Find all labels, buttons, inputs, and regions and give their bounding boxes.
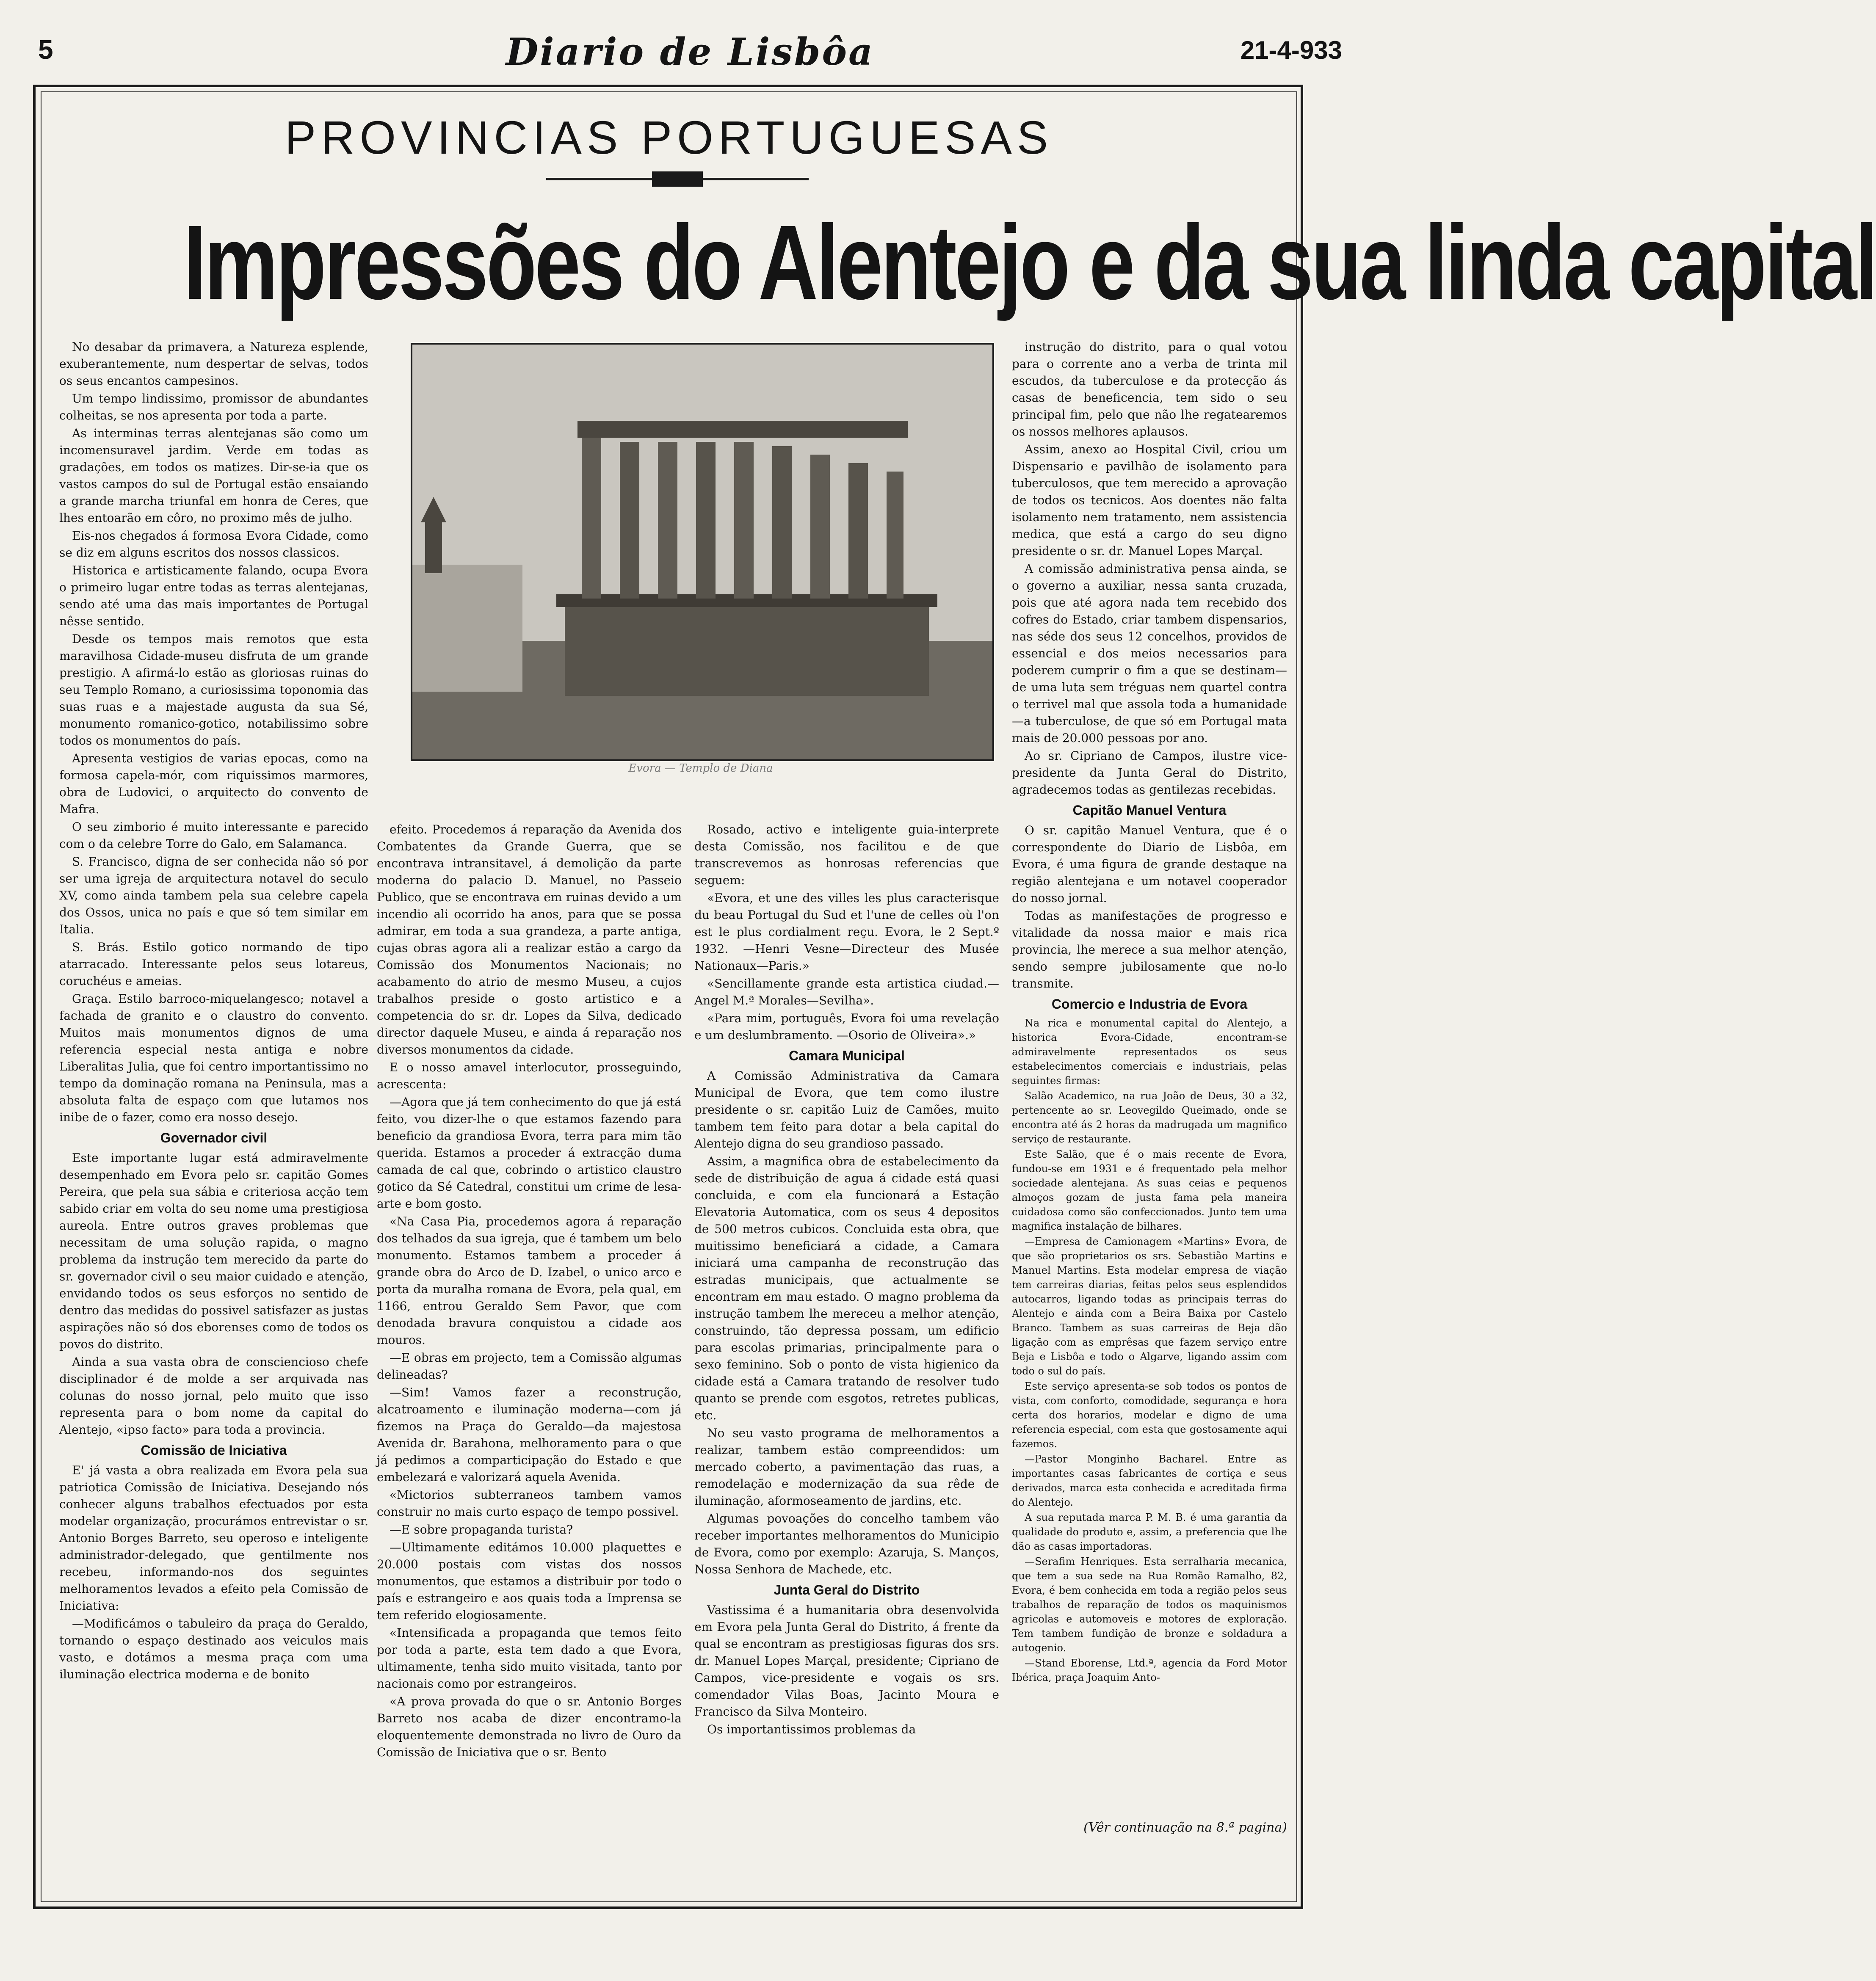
column-3 [694, 821, 999, 1739]
paragraph: Na rica e monumental capital do Alentejo, a historica Evora-Cidade, encontram-se admiravelmente representados os seus estabelecimentos comerciais e industriais, pelas seguintes firmas: [1012, 1017, 1287, 1087]
paragraph: No seu vasto programa de melhoramentos a realizar, tambem estão compreendidos: um mercado coberto, a pavimentação das ruas, a remodelação e modernização da sua rêde de iluminação, aformoseamento de jardins, etc. [694, 1426, 999, 1508]
paragraph: A comissão administrativa pensa ainda, se o governo a auxiliar, nessa santa cruzada, pois que até agora nada tem recebido dos cofres do Estado, criar tambem dispensarios, nas séde dos seus 12 concelhos, providos de essencial e dos meios necessarios para poderem cumprir o fim a que se destinam—de uma luta sem tréguas nem quartel contra o terrivel mal que assola toda a humanidade—a tuberculose, de que só em Portugal mata mais de 20.000 pessoas por ano. [1012, 562, 1287, 745]
paragraph: Historica e artisticamente falando, ocupa Evora o primeiro lugar entre todas as terras alentejanas, sendo até uma das mais importantes de Portugal nêsse sentido. [59, 563, 368, 628]
ornamental-rule-center [652, 171, 703, 187]
paragraph: Este Salão, que é o mais recente de Evora, fundou-se em 1931 e é frequentado pela melhor sociedade alentejana. As suas ceias e pequenos almoços gozam de justa fama pela maneira cuidadosa como são confeccionados. Junto tem uma magnifica instalação de bilhares. [1012, 1148, 1287, 1232]
paragraph: Graça. Estilo barroco-miquelangesco; notavel a fachada de granito e o claustro do convento. Muitos mais monumentos dignos de uma referencia especial nesta antiga e nobre Liberalitas Julia, que foi centro importantissimo no tempo da dominação romana na Peninsula, mas a absoluta falta de espaço com que lutamos nos inibe de o fazer, como era nosso desejo. [59, 992, 368, 1124]
paragraph: —Agora que já tem conhecimento do que já está feito, vou dizer-lhe o que estamos fazendo para beneficio da grandiosa Evora, terra para mim tão querida. Estamos a proceder á extracção duma camada de cal que, cobrindo o artistico claustro gotico da Sé Catedral, constitui um crime de lesa-arte e bom gosto. [377, 1095, 682, 1211]
paragraph: instrução do distrito, para o qual votou para o corrente ano a verba de trinta mil escudos, da tuberculose e da protecção ás casas de beneficencia, tem sido o seu principal fim, pelo que não lhe regatearemos os nossos melhores aplausos. [1012, 340, 1287, 439]
section-kicker: PROVINCIAS PORTUGUESAS [285, 112, 1053, 164]
paragraph: Todas as manifestações de progresso e vitalidade da nossa maior e mais rica provincia, lhe merece a sua melhor atenção, sendo sempre jubilosamente que no-lo transmite. [1012, 909, 1287, 990]
subhead-capitao-ventura: Capitão Manuel Ventura [1072, 803, 1227, 818]
paragraph: O sr. capitão Manuel Ventura, que é o correspondente do Diario de Lisbôa, em Evora, é uma figura de grande destaque na região alentejana e um notavel cooperador do nosso jornal. [1012, 823, 1287, 905]
paragraph: A sua reputada marca P. M. B. é uma garantia da qualidade do produto e, assim, a preferencia que lhe dão as casas importadoras. [1012, 1512, 1287, 1552]
page-number: 5 [38, 34, 53, 65]
paragraph: S. Francisco, digna de ser conhecida não só por ser uma igreja de arquitectura notavel do seculo XV, como ainda tambem pela sua celebre capela dos Ossos, unica no país e que só tem similar em Italia. [59, 855, 368, 936]
column-2 [377, 821, 682, 1762]
paragraph: Assim, anexo ao Hospital Civil, criou um Dispensario e pavilhão de isolamento para tuberculosos, que tem merecido a aprovação de todos os tecnicos. Aos doentes não falta isolamento nem tratamento, nem assistencia medica, que está a cargo do seu digno presidente o sr. dr. Manuel Lopes Marçal. [1012, 442, 1287, 558]
issue-date: 21-4-933 [1240, 36, 1342, 64]
subhead-comissao-iniciativa: Comissão de Iniciativa [141, 1443, 287, 1458]
paragraph: Os importantissimos problemas da [707, 1722, 916, 1736]
paragraph: —Ultimamente editámos 10.000 plaquettes e 20.000 postais com vistas dos nossos monumentos, que estamos a distribuir por todo o país e estrangeiro e aos quais toda a Imprensa se tem referido elogiosamente. [377, 1540, 682, 1622]
paragraph: Vastissima é a humanitaria obra desenvolvida em Evora pela Junta Geral do Distrito, á frente da qual se encontram as prestigiosas figuras dos srs. dr. Manuel Lopes Marçal, presidente; Cipriano de Campos, vice-presidente e vogais os srs. comendador Vilas Boas, Jacinto Moura e Francisco da Silva Monteiro. [694, 1603, 999, 1719]
photo-caption: Evora — Templo de Diana [628, 762, 773, 775]
paragraph: —Empresa de Camionagem «Martins» Evora, de que são proprietarios os srs. Sebastião Martins e Manuel Martins. Esta modelar empresa de viação tem carreiras diarias, feitas pelos seus esplendidos autocarros, ligando todas as principais terras do Alentejo e ainda com a Beira Baixa por Castelo Branco. Tambem as suas carreiras de Beja dão ligação com as emprêsas que fazem serviço entre Beja e Lisbôa e todo o Algarve, ligando assim com todo o sul do país. [1012, 1236, 1287, 1377]
headline: Impressões do Alentejo e da sua linda capital [183, 203, 1876, 321]
temple-of-diana-image [412, 345, 992, 759]
newspaper-name: Diario de Lisbôa [506, 30, 875, 74]
paragraph: Um tempo lindissimo, promissor de abundantes colheitas, se nos apresenta por toda a parte. [59, 392, 368, 422]
paragraph: A Comissão Administrativa da Camara Municipal de Evora, que tem como ilustre presidente o sr. capitão Luiz de Camões, muito tambem tem feito para dotar a bela capital do Alentejo digna do seu grandioso passado. [694, 1069, 999, 1151]
paragraph: Desde os tempos mais remotos que esta maravilhosa Cidade-museu disfruta de um grande prestigio. A afirmá-lo estão as gloriosas ruinas do seu Templo Romano, a curiosissima toponomia das suas ruas e a majestade augusta da sua Sé, monumento romanico-gotico, notabilissimo sobre todos os monumentos do país. [59, 632, 368, 748]
guestbook-quote: «Evora, et une des villes les plus caracterisque du beau Portugal du Sud et l'une de celles où l'on est le plus cordialment reçu. Evora, le 2 Sept.º 1932. —Henri Vesne—Directeur des Musée Nationaux—Paris.» [694, 891, 999, 973]
paragraph: As interminas terras alentejanas são como um incomensuravel jardim. Verde em todas as gradações, em todos os matizes. Dir-se-ia que os vastos campos do sul de Portugal estão ensaiando a grande marcha triunfal em honra de Ceres, que lhes entoarão em côro, no proximo mês de julho. [59, 426, 368, 525]
paragraph: Apresenta vestigios de varias epocas, como na formosa capela-mór, com riquissimos marmores, obra de Ludovici, o arquitecto do convento de Mafra. [59, 751, 368, 816]
column-4 [1012, 339, 1287, 1686]
paragraph: —Sim! Vamos fazer a reconstrução, alcatroamento e iluminação moderna—com já fizemos na Praça do Geraldo—da majestosa Avenida dr. Barahona, melhoramento para o que já pedimos a comparticipação do Estado e que embelezará e valorizará aquela Avenida. [377, 1385, 682, 1484]
subhead-governador-civil: Governador civil [160, 1130, 268, 1145]
subhead-comercio-industria: Comercio e Industria de Evora [1051, 996, 1248, 1012]
subhead-camara-municipal: Camara Municipal [789, 1048, 905, 1063]
paragraph: Algumas povoações do concelho tambem vão receber importantes melhoramentos do Municipio de Evora, como por exemplo: Azaruja, S. Manços, Nossa Senhora de Machede, etc. [694, 1512, 999, 1576]
paragraph: «Mictorios subterraneos tambem vamos construir no mais curto espaço de tempo possivel. [377, 1488, 682, 1519]
paragraph: Rosado, activo e inteligente guia-interprete desta Comissão, nos facilitou e de que transcrevemos as honrosas referencias que seguem: [694, 822, 999, 887]
paragraph: S. Brás. Estilo gotico normando de tipo atarracado. Interessante pelos seus lotareus, coruchéus e ameias. [59, 940, 368, 988]
paragraph: O seu zimborio é muito interessante e parecido com o da celebre Torre do Galo, em Salamanca. [59, 820, 368, 851]
paragraph: Ao sr. Cipriano de Campos, ilustre vice-presidente da Junta Geral do Distrito, agradecemos todas as gentilezas recebidas. [1012, 749, 1287, 797]
continuation-note: (Vêr continuação na 8.ª pagina) [1083, 1820, 1287, 1835]
paragraph: efeito. Procedemos á reparação da Avenida dos Combatentes da Grande Guerra, que se encontrava intransitavel, á demolição da parte moderna do palacio D. Manuel, no Passeio Publico, que se encontrava em ruinas devido a um incendio ali ocorrido ha anos, para que se possa admirar, em toda a sua grandeza, a parte antiga, cujas obras agora ali a realizar estão a cargo da Comissão dos Monumentos Nacionais; no acabamento do atrio de mesmo Museu, a cujos trabalhos preside o gosto artistico e a competencia do sr. dr. Lopes da Silva, dedicado director daquele Museu, e ainda á reparação nos diversos monumentos da cidade. [377, 822, 682, 1057]
paragraph: No desabar da primavera, a Natureza esplende, exuberantemente, num despertar de selvas, todos os seus encantos campesinos. [59, 340, 368, 388]
paragraph: E o nosso amavel interlocutor, prosseguindo, acrescenta: [377, 1060, 682, 1091]
paragraph: Ainda a sua vasta obra de consciencioso chefe disciplinador é de molde a ser arquivada nas colunas do nosso jornal, pelo muito que isso representa para o bom nome da capital do Alentejo, «ipso facto» para toda a provincia. [59, 1355, 368, 1437]
paragraph: Este importante lugar está admiravelmente desempenhado em Evora pelo sr. capitão Gomes Pereira, que pela sua sábia e criteriosa acção tem sabido criar em volta do seu nome uma prestigiosa aureola. Entre outros graves problemas que necessitam de uma solução rapida, o magno problema da instrução tem merecido da parte do sr. governador civil o seu maior cuidado e atenção, envidando todos os seus esforços no sentido de dentro das medidas do possivel satisfazer as justas aspirações não só dos eborenses como de todos os povos do distrito. [59, 1151, 368, 1351]
paragraph: E' já vasta a obra realizada em Evora pela sua patriotica Comissão de Iniciativa. Desejando nós conhecer alguns trabalhos efectuados por esta modelar organização, procurámos entrevistar o sr. Antonio Borges Barreto, seu operoso e inteligente administrador-delegado, que gentilmente nos recebeu, informando-nos dos seguintes melhoramentos levados a efeito pela Comissão de Iniciativa: [59, 1463, 368, 1613]
paragraph: —Modificámos o tabuleiro da praça do Geraldo, tornando o espaço destinado aos veiculos mais vasto, e dotámos a mesma praça com uma iluminação electrica moderna e de bonito [59, 1617, 368, 1681]
paragraph: Salão Academico, na rua João de Deus, 30 a 32, pertencente ao sr. Leovegildo Queimado, onde se encontra até ás 2 horas da madrugada um magnifico serviço de restaurante. [1012, 1090, 1287, 1145]
column-1 [59, 339, 368, 1684]
paragraph: «Na Casa Pia, procedemos agora á reparação dos telhados da sua igreja, que é tambem um belo monumento. Estamos tambem a proceder á grande obra do Arco de D. Izabel, o unico arco e porta da muralha romana de Evora, pela qual, em 1166, entrou Geraldo Sem Pavor, que com denodada bravura conquistou a cidade aos mouros. [377, 1214, 682, 1347]
masthead [38, 30, 1342, 80]
guestbook-quote: «Para mim, português, Evora foi uma revelação e um deslumbramento. —Osorio de Oliveira».» [694, 1011, 999, 1042]
paragraph: —E sobre propaganda turista? [390, 1523, 573, 1537]
paragraph: —Stand Eborense, Ltd.ª, agencia da Ford Motor Ibérica, praça Joaquim Anto- [1012, 1657, 1287, 1683]
paragraph: Assim, a magnifica obra de estabelecimento da sede de distribuição de agua á cidade está quasi concluida, e com ela funcionará a Estação Elevatoria Automatica, com os seus 4 depositos de 500 metros cubicos. Concluida esta obra, que muitissimo beneficiará a cidade, a Camara iniciará uma campanha de reconstrução das estradas municipais, que actualmente se encontram em mau estado. O magno problema da instrução tambem lhe mereceu a melhor atenção, construindo, tão depressa possam, um edificio para escolas primarias, principalmente para o sexo feminino. Sob o ponto de vista higienico da cidade está a Camara tratando de resolver tudo quanto se prende com esgotos, retretes publicas, etc. [694, 1154, 999, 1422]
paragraph: —E obras em projecto, tem a Comissão algumas delineadas? [377, 1351, 682, 1382]
paragraph: «Intensificada a propaganda que temos feito por toda a parte, esta tem dado a que Evora, ultimamente, tenha sido muito visitada, tanto por nacionais como por estrangeiros. [377, 1626, 682, 1691]
subhead-junta-geral: Junta Geral do Distrito [774, 1582, 920, 1597]
paragraph: Este serviço apresenta-se sob todos os pontos de vista, com conforto, comodidade, segurança e hora certa dos horarios, modelar e digno de uma referencia especial, com esta que gostosamente aqui fazemos. [1012, 1380, 1287, 1450]
paragraph: —Pastor Monginho Bacharel. Entre as importantes casas fabricantes de cortiça e seus derivados, marca esta conhecida e acreditada firma do Alentejo. [1012, 1453, 1287, 1508]
guestbook-quote: «Sencillamente grande esta artistica ciudad.—Angel M.ª Morales—Sevilha». [694, 977, 999, 1007]
paragraph: —Serafim Henriques. Esta serralharia mecanica, que tem a sua sede na Rua Romão Ramalho, 82, Evora, é bem conhecida em toda a região pelos seus trabalhos de reparação de todos os maquinismos agricolas e automoveis e motores de exploração. Tem tambem fundição de bronze e soldadura a autogenio. [1012, 1556, 1287, 1654]
paragraph: Eis-nos chegados á formosa Evora Cidade, como se diz em alguns escritos dos nossos classicos. [59, 529, 368, 560]
paragraph: «A prova provada do que o sr. Antonio Borges Barreto nos acaba de dizer encontramo-la eloquentemente demonstrada no livro de Ouro da Comissão de Iniciativa que o sr. Bento [377, 1694, 682, 1759]
temple-photo [411, 343, 994, 761]
